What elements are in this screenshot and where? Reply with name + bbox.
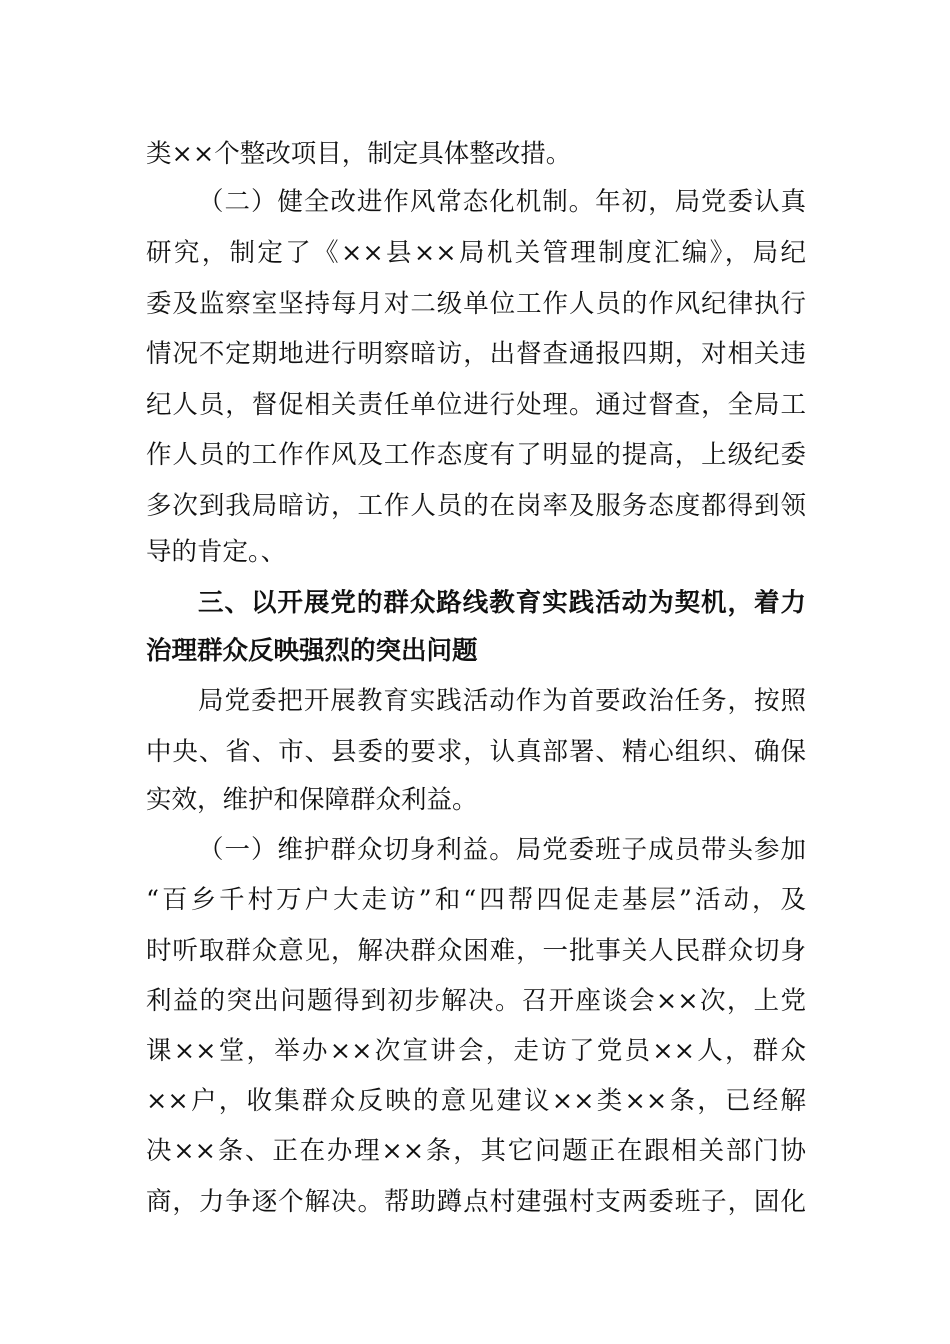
body-text-line: 实效，维护和保障群众利益。 [146, 785, 478, 815]
body-text-line: 委及监察室坚持每月对二级单位工作人员的作风纪律执行 [146, 289, 806, 319]
body-text-line: “百乡千村万户大走访”和“四帮四促走基层”活动，及 [146, 885, 806, 915]
body-text-line: 多次到我局暗访，工作人员的在岗率及服务态度都得到领 [146, 491, 806, 521]
body-text-line: 商，力争逐个解决。帮助蹲点村建强村支两委班子，固化 [146, 1187, 806, 1217]
body-text-line: 导的肯定。、 [146, 537, 287, 567]
body-text-line: 研究，制定了《××县××局机关管理制度汇编》，局纪 [146, 238, 806, 268]
body-text-line: 作人员的工作作风及工作态度有了明显的提高，上级纪委 [146, 440, 806, 470]
body-text-line: ××户，收集群众反映的意见建议××类××条，已经解 [146, 1086, 806, 1116]
body-text-line: 情况不定期地进行明察暗访，出督查通报四期，对相关违 [146, 339, 806, 369]
body-text-line: 类××个整改项目，制定具体整改措。 [146, 139, 572, 169]
body-text-line: 利益的突出问题得到初步解决。召开座谈会××次，上党 [146, 986, 806, 1016]
section-heading: 三、以开展党的群众路线教育实践活动为契机，着力 [198, 588, 806, 618]
paragraph-first-line: 局党委把开展教育实践活动作为首要政治任务，按照 [198, 686, 806, 716]
body-text-line: 决××条、正在办理××条，其它问题正在跟相关部门协 [146, 1136, 806, 1166]
section-heading-continued: 治理群众反映强烈的突出问题 [146, 636, 478, 666]
paragraph-first-line: （一）维护群众切身利益。局党委班子成员带头参加 [198, 835, 806, 865]
body-text-line: 课××堂，举办××次宣讲会，走访了党员××人，群众 [146, 1036, 806, 1066]
paragraph-first-line: （二）健全改进作风常态化机制。年初，局党委认真 [198, 187, 806, 217]
body-text-line: 中央、省、市、县委的要求，认真部署、精心组织、确保 [146, 737, 806, 767]
body-text-line: 时听取群众意见，解决群众困难，一批事关人民群众切身 [146, 936, 806, 966]
body-text-line: 纪人员，督促相关责任单位进行处理。通过督查，全局工 [146, 390, 806, 420]
